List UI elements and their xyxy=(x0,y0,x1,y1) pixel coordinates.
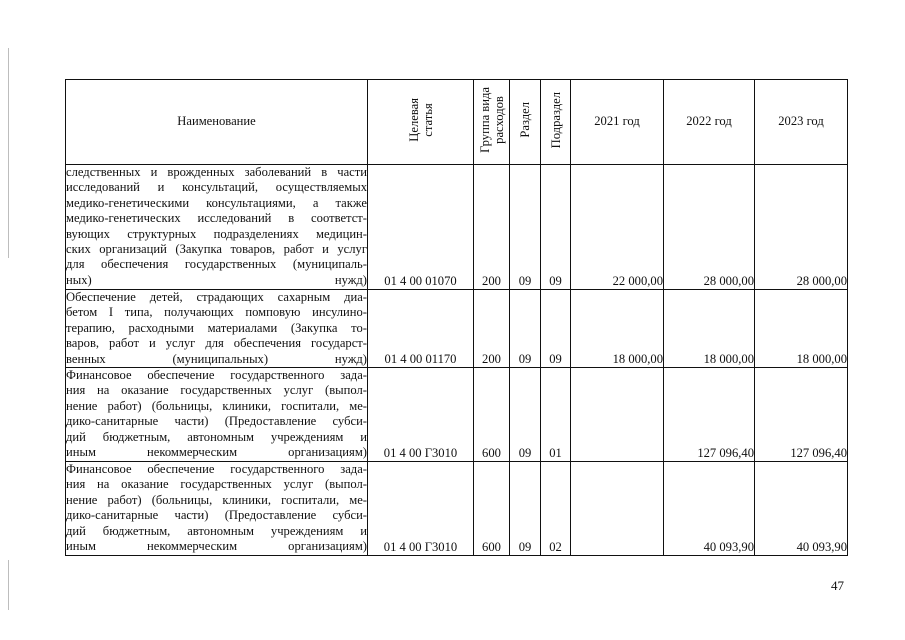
row-year-2022: 127 096,40 xyxy=(664,368,755,462)
header-year-2023: 2023 год xyxy=(755,80,848,165)
row-year-2022: 40 093,90 xyxy=(664,462,755,556)
row-year-2021 xyxy=(571,368,664,462)
header-year-2021: 2021 год xyxy=(571,80,664,165)
row-year-2021 xyxy=(571,462,664,556)
row-expense-group: 600 xyxy=(474,368,510,462)
table-row xyxy=(66,165,848,290)
row-target-article: 01 4 00 Г3010 xyxy=(368,368,474,462)
page-number: 47 xyxy=(831,578,844,593)
row-year-2023: 18 000,00 xyxy=(755,290,848,368)
row-section: 09 xyxy=(510,462,541,556)
row-year-2022: 18 000,00 xyxy=(664,290,755,368)
budget-table-container xyxy=(65,79,848,556)
table-row xyxy=(66,368,848,462)
row-subsection: 01 xyxy=(541,368,571,462)
header-section: Раздел xyxy=(510,80,541,165)
header-expense-group: Группа вида расходов xyxy=(474,80,510,165)
header-subsection: Подраздел xyxy=(541,80,571,165)
row-year-2023: 28 000,00 xyxy=(755,165,848,290)
scan-edge-left-bottom xyxy=(8,560,9,610)
row-section: 09 xyxy=(510,368,541,462)
row-name: Финансовое обеспечение государственного зада- ния на оказание государственных услуг (выпол- нение работ) (больницы, клиники, госпитали, ме- дико-санитарные части) (Предоставление субси- дий бюджетным, автономным учреждениям и иным некоммерческим организациям) xyxy=(66,368,368,462)
row-target-article: 01 4 00 Г3010 xyxy=(368,462,474,556)
row-year-2022: 28 000,00 xyxy=(664,165,755,290)
row-expense-group: 600 xyxy=(474,462,510,556)
header-name: Наименование xyxy=(66,80,368,165)
row-year-2021: 22 000,00 xyxy=(571,165,664,290)
row-year-2021: 18 000,00 xyxy=(571,290,664,368)
row-target-article: 01 4 00 01170 xyxy=(368,290,474,368)
table-row xyxy=(66,462,848,556)
row-year-2023: 40 093,90 xyxy=(755,462,848,556)
header-target-article: Целевая статья xyxy=(368,80,474,165)
row-subsection: 02 xyxy=(541,462,571,556)
table-header-row xyxy=(66,80,848,165)
scan-edge-left-top xyxy=(8,48,9,258)
row-name: Обеспечение детей, страдающих сахарным диа- бетом I типа, получающих помповую инсулино- терапию, расходными материалами (Закупка то- варов, работ и услуг для обеспечения государст- венных (муниципальных) нужд) xyxy=(66,290,367,366)
row-subsection: 09 xyxy=(541,165,571,290)
budget-table xyxy=(65,79,848,556)
row-section: 09 xyxy=(510,290,541,368)
row-name: Финансовое обеспечение государственного зада- ния на оказание государственных услуг (выпол- нение работ) (больницы, клиники, госпитали, ме- дико-санитарные части) (Предоставление субси- дий бюджетным, автономным учреждениям и иным некоммерческим организациям) xyxy=(66,462,368,556)
row-name: следственных и врожденных заболеваний в части исследований и консультаций, осуществляемых медико-генетическими консультациями, а также медико-генетических исследований в соответст- вующих структурных подразделениях медицин- ских организаций (Закупка товаров, работ и услуг для обеспечения государственных (муниципаль- ных) нужд) xyxy=(66,165,368,290)
table-row xyxy=(66,290,848,368)
row-year-2023: 127 096,40 xyxy=(755,368,848,462)
row-subsection: 09 xyxy=(541,290,571,368)
row-target-article: 01 4 00 01070 xyxy=(368,165,474,290)
row-section: 09 xyxy=(510,165,541,290)
row-expense-group: 200 xyxy=(474,165,510,290)
header-year-2022: 2022 год xyxy=(664,80,755,165)
row-expense-group: 200 xyxy=(474,290,510,368)
